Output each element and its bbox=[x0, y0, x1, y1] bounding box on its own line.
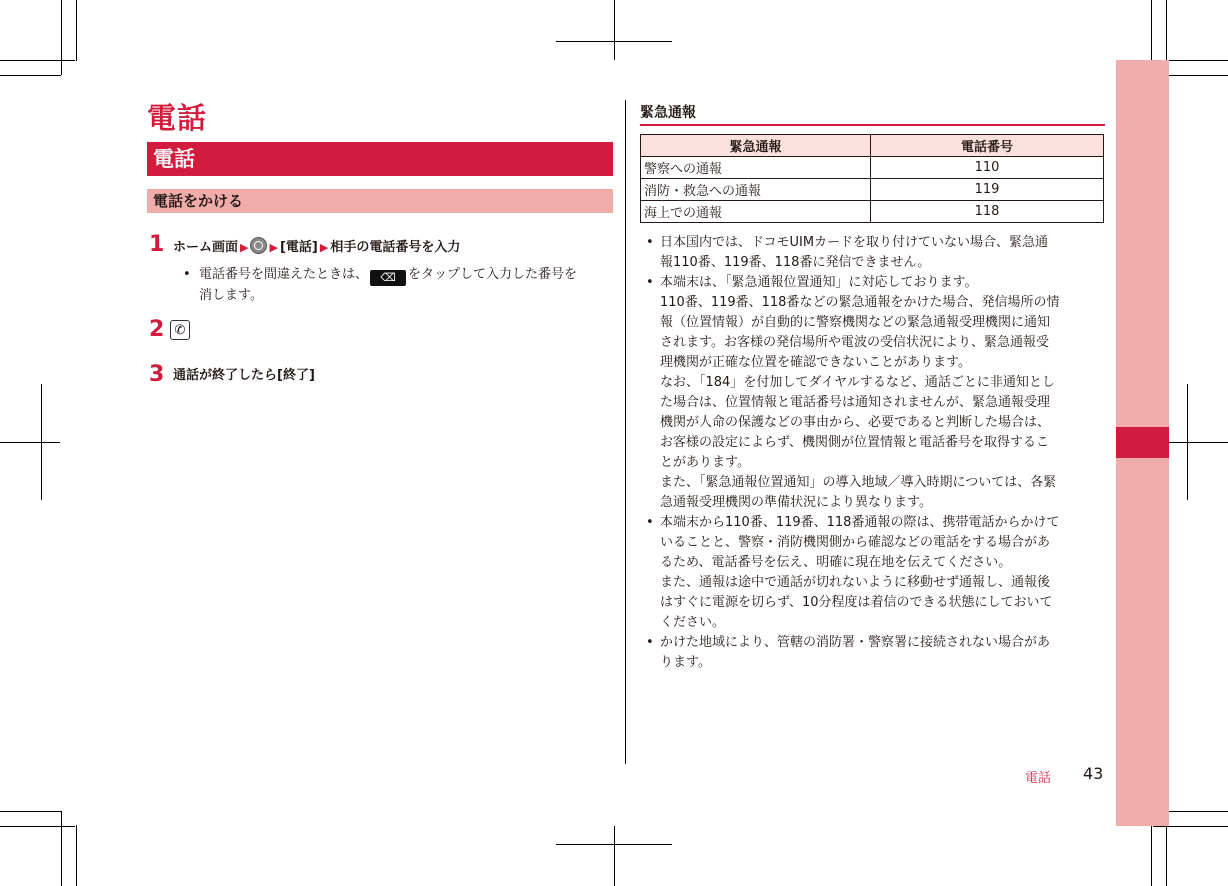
table-row bbox=[641, 201, 1104, 223]
footer-chapter-title: 電話 bbox=[1025, 771, 1052, 786]
column-divider bbox=[625, 100, 626, 764]
menu-icon bbox=[250, 237, 267, 254]
chapter-marker bbox=[1116, 427, 1169, 458]
emergency-notes bbox=[646, 233, 1106, 673]
table-cell: 118 bbox=[871, 201, 1104, 223]
list-item: • 本端末から110番、119番、118番通報の際は、携帯電話からかけて いることと、警察・消防機関側から確認などの電話をする場合があ るため、電話番号を伝え、明確に現在地を伝えてください。 また、通報は途中で通話が切れないように移動せず通報し、通報後 はすぐに電源を切らず、10分程度は着信のできる状態にしておいて ください。 bbox=[646, 515, 1060, 630]
list-item: • 本端末は、「緊急通報位置通知」に対応しております。 110番、119番、118番などの緊急通報をかけた場合、発信場所の情 報（位置情報）が自動的に警察機関などの緊急通報受理機関に通知 されます。お客様の発信場所や電波の受信状況により、緊急通報受 理機関が正確な位置を確認できないことがあります。 なお、「184」を付加してダイヤルするなど、通話ごとに非通知とし た場合は、位置情報と電話番号は通知されませんが、緊急通報受理 機関が人命の保護などの事由から、必要であると判断した場合は、 お客様の設定によらず、機関側が位置情報と電話番号を取得するこ とがあります。 また、「緊急通報位置通知」の導入地域／導入時期については、各緊 急通報受理機関の準備状況により異なります。 bbox=[646, 275, 1060, 510]
step-1-note: • 電話番号を間違えたときは、 ⌫ をタップして入力した番号を 消します。 bbox=[183, 267, 578, 303]
step-1-phone-app: [電話] bbox=[279, 240, 318, 255]
table-cell: 警察への通報 bbox=[641, 157, 871, 179]
phone-icon: ✆ bbox=[170, 320, 190, 340]
step-number-1: 1 bbox=[149, 232, 165, 257]
bullet-icon: • bbox=[646, 635, 654, 650]
emergency-heading: 緊急通報 bbox=[640, 105, 696, 121]
delete-key-icon: ⌫ bbox=[370, 270, 406, 286]
step-number-3: 3 bbox=[149, 362, 165, 387]
table-cell: 110 bbox=[871, 157, 1104, 179]
page-title: 電話 bbox=[147, 101, 208, 135]
heading-rule bbox=[640, 124, 1105, 126]
table-row bbox=[641, 157, 1104, 179]
step-3-instruction: 通話が終了したら[終了] bbox=[173, 368, 315, 383]
table-header: 緊急通報 bbox=[641, 135, 871, 157]
list-item: • 日本国内では、ドコモUIMカードを取り付けていない場合、緊急通 報110番、119番、118番に発信できません。 bbox=[646, 235, 1049, 270]
table-cell: 119 bbox=[871, 179, 1104, 201]
page-number: 43 bbox=[1083, 764, 1104, 783]
bullet-icon: • bbox=[646, 235, 654, 250]
step-number-2: 2 bbox=[149, 317, 165, 342]
table-cell: 海上での通報 bbox=[641, 201, 871, 223]
table-row bbox=[641, 179, 1104, 201]
subsection-header: 電話をかける bbox=[147, 189, 613, 213]
bullet-icon: • bbox=[646, 515, 654, 530]
arrow-icon: ▶ bbox=[240, 241, 249, 254]
bullet-icon: • bbox=[646, 275, 654, 290]
list-item: • かけた地域により、管轄の消防署・警察署に接続されない場合があ ります。 bbox=[646, 635, 1051, 670]
bullet-icon: • bbox=[183, 267, 191, 282]
table-cell: 消防・救急への通報 bbox=[641, 179, 871, 201]
table-header-row bbox=[641, 135, 1104, 157]
step-1-home-screen: ホーム画面 bbox=[173, 240, 239, 255]
arrow-icon: ▶ bbox=[269, 241, 278, 254]
emergency-table bbox=[640, 134, 1104, 223]
section-header: 電話 bbox=[147, 142, 613, 176]
step-1-instruction bbox=[173, 237, 460, 256]
step-1-enter-number: 相手の電話番号を入力 bbox=[330, 240, 461, 255]
table-header: 電話番号 bbox=[871, 135, 1104, 157]
arrow-icon: ▶ bbox=[319, 241, 329, 254]
